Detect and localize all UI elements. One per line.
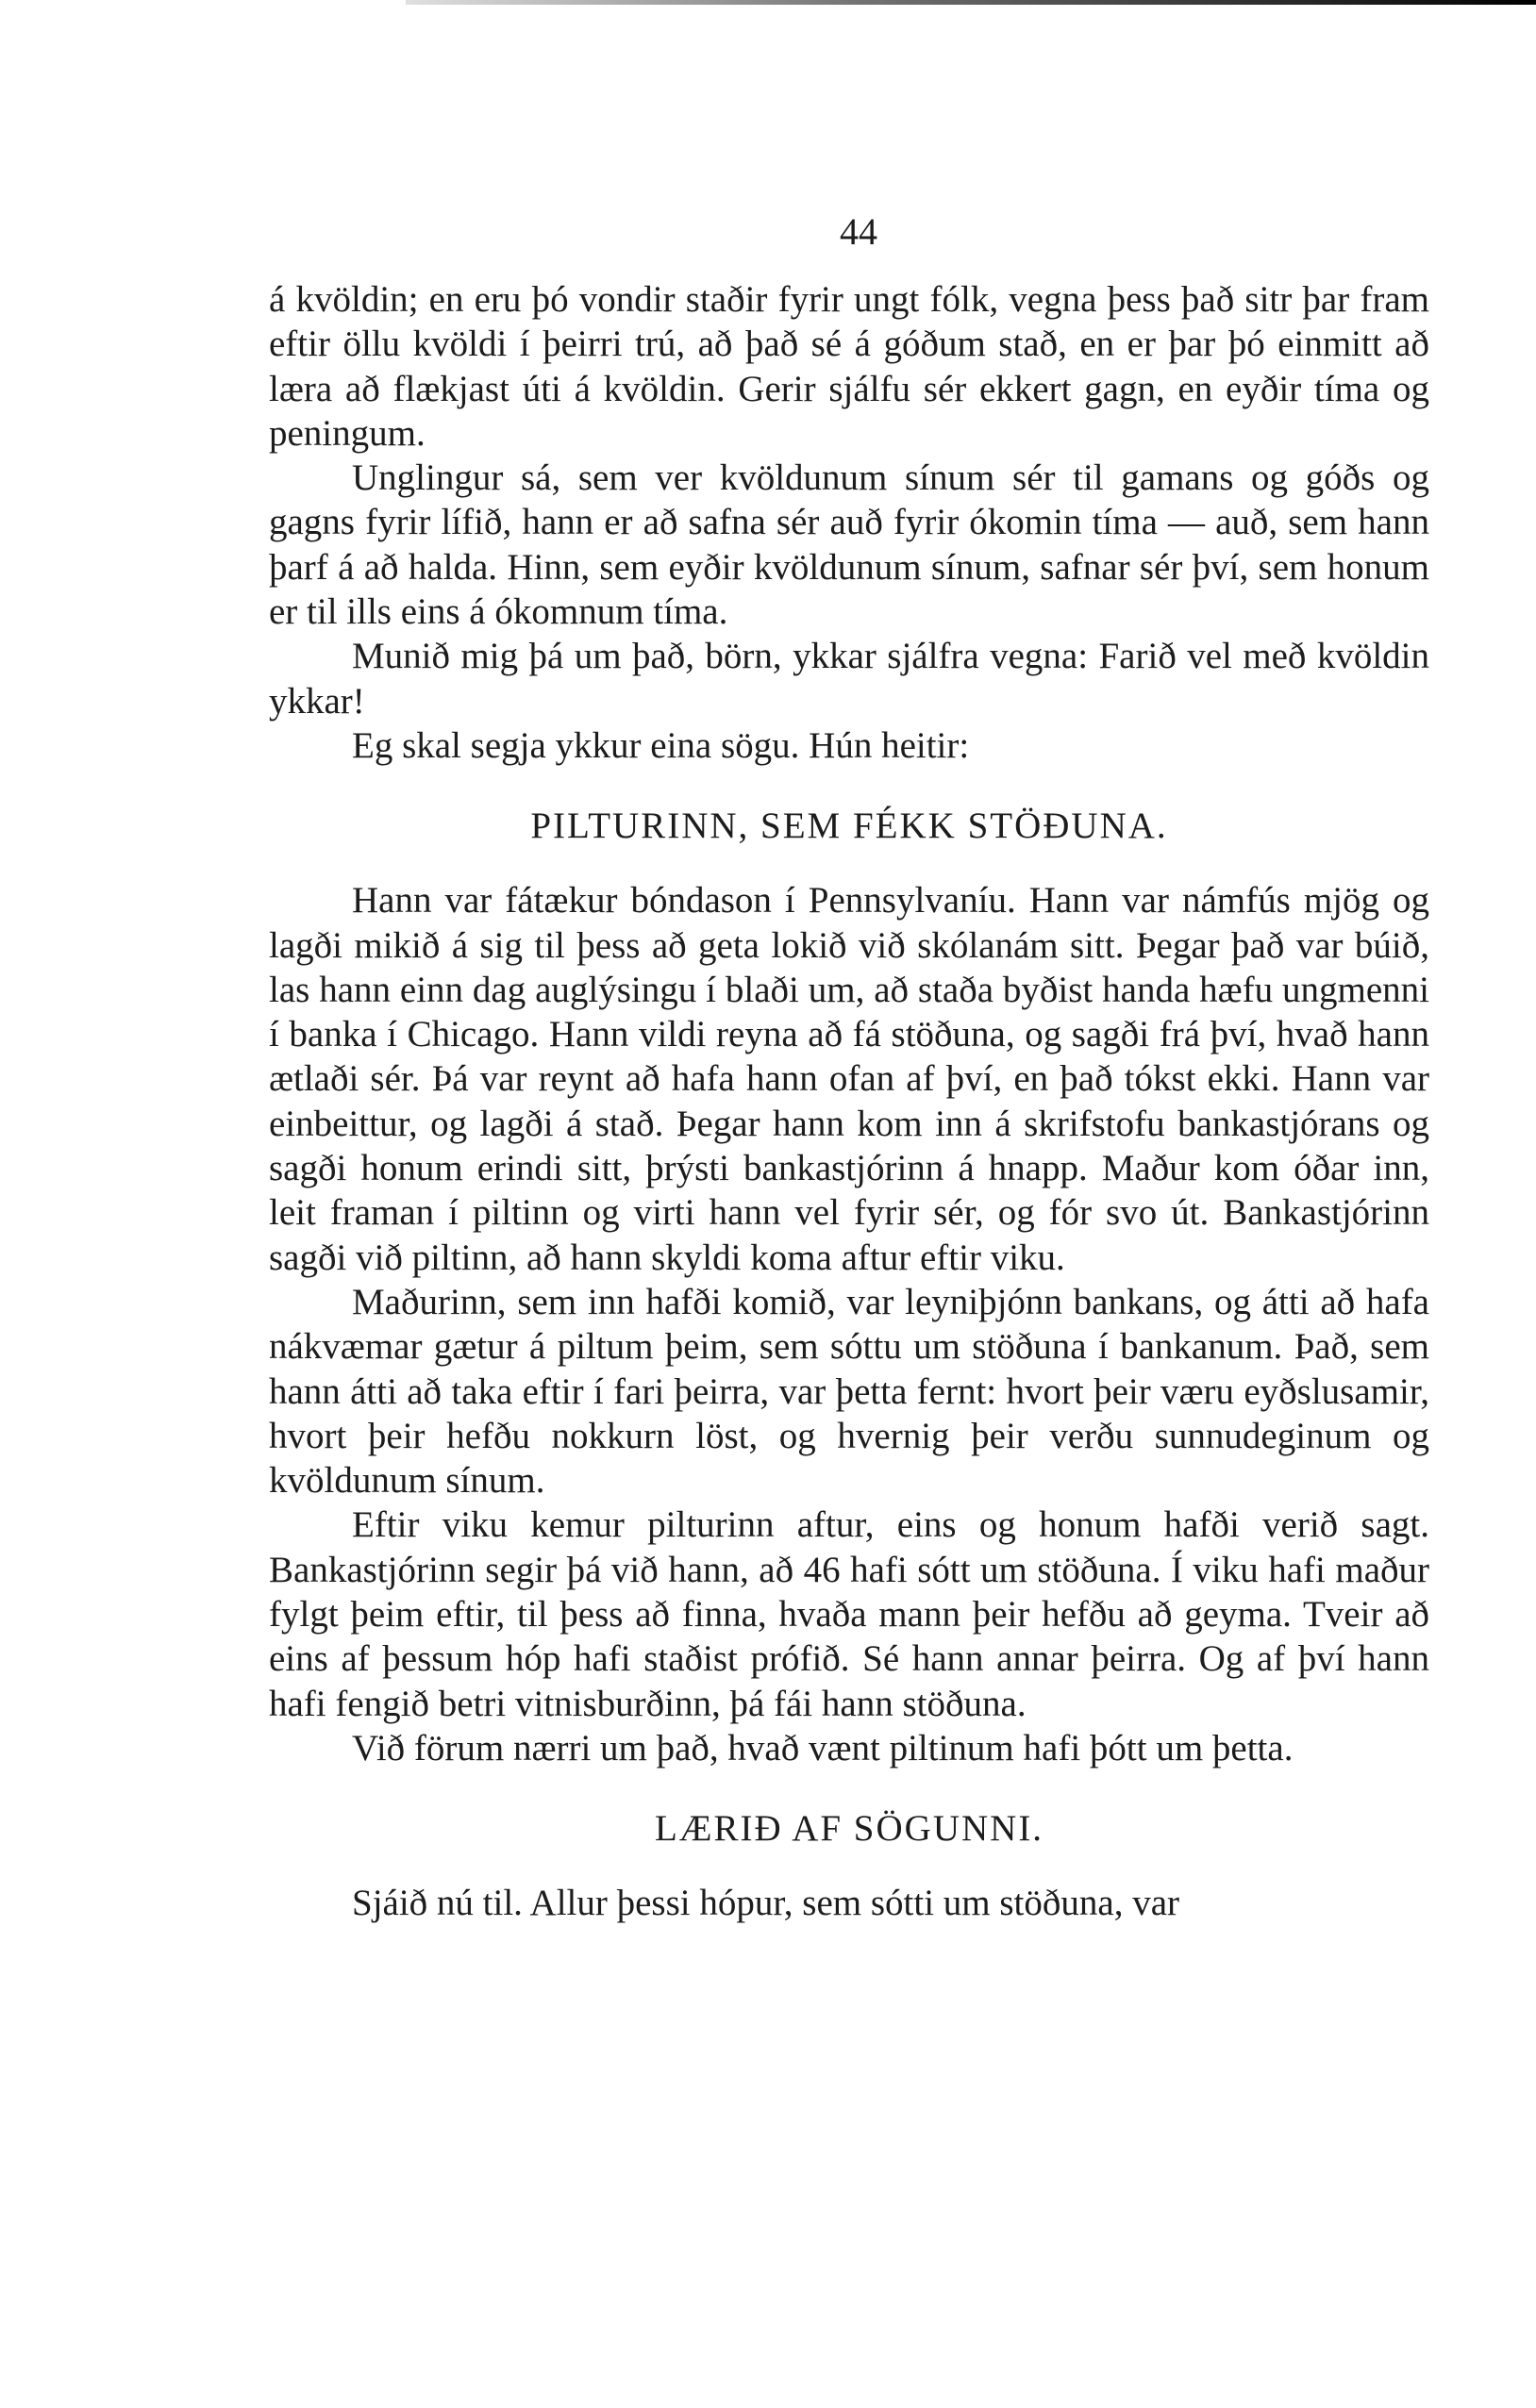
story-title-heading: PILTURINN, SEM FÉKK STÖÐUNA.: [530, 805, 1168, 847]
intro-paragraph-1: á kvöldin; en eru þó vondir staðir fyrir ungt fólk, vegna þess það sitr þar fram eftir öllu kvöldi í þeirri trú, að það sé á góðum stað, en er þar þó einmitt að læra að flækjast úti á kvöldin. Gerir sjálfu sér ekkert gagn, en eyðir tíma og peningum.: [269, 279, 1429, 454]
story-paragraph-2: Maðurinn, sem inn hafði komið, var leyniþjónn bankans, og átti að hafa nákvæmar gætur á piltum þeim, sem sóttu um stöðuna í bankanum. Það, sem hann átti að taka eftir í fari þeirra, var þetta fernt: hvort þeir væru eyðslusamir, hvort þeir hefðu nokkurn löst, og hvernig þeir verðu sunnudeginum og kvöldunum sínum.: [269, 1281, 1429, 1502]
top-edge-rule: [406, 0, 1536, 5]
story-paragraph-1: Hann var fátækur bóndason í Pennsylvaníu. Hann var námfús mjög og lagði mikið á sig til þess að geta lokið við skólanám sitt. Þegar það var búið, las hann einn dag auglýsingu í blaði um, að staða byðist handa hæfu ungmenni í banka í Chicago. Hann vildi reyna að fá stöðuna, og sagði frá því, hvað hann ætlaði sér. Þá var reynt að hafa hann ofan af því, en það tókst ekki. Hann var einbeittur, og lagði á stað. Þegar hann kom inn á skrifstofu bankastjórans og sagði honum erindi sitt, þrýsti bankastjórinn á hnapp. Maður kom óðar inn, leit framan í piltinn og virti hann vel fyrir sér, og fór svo út. Bankastjórinn sagði við piltinn, að hann skyldi koma aftur eftir viku.: [269, 880, 1429, 1278]
story-paragraph-3: Eftir viku kemur pilturinn aftur, eins og honum hafði verið sagt. Bankastjórinn segir þá við hann, að 46 hafi sótt um stöðuna. Í viku hafi maður fylgt þeim eftir, til þess að finna, hvaða mann þeir hefðu að geyma. Tveir að eins af þessum hóp hafi staðist prófið. Sé hann annar þeirra. Og af því hann hafi fengið betri vitnisburðinn, þá fái hann stöðuna.: [269, 1504, 1429, 1724]
intro-paragraph-2: Unglingur sá, sem ver kvöldunum sínum sér til gamans og góðs og gagns fyrir lífið, hann er að safna sér auð fyrir ókomin tíma — auð, sem hann þarf á að halda. Hinn, sem eyðir kvöldunum sínum, safnar sér því, sem honum er til ills eins á ókomnum tíma.: [269, 457, 1429, 633]
story-paragraph-4: Við förum nærri um það, hvað vænt piltinum hafi þótt um þetta.: [352, 1727, 1294, 1769]
final-paragraph: Sjáið nú til. Allur þessi hópur, sem sótti um stöðuna, var: [352, 1883, 1179, 1924]
page-number: 44: [840, 210, 877, 253]
intro-paragraph-3: Munið mig þá um það, börn, ykkar sjálfra vegna: Farið vel með kvöldin ykkar!: [269, 636, 1429, 722]
book-page: [269, 209, 1429, 1926]
lesson-heading: LÆRIÐ AF SÖGUNNI.: [654, 1808, 1044, 1850]
intro-paragraph-4: Eg skal segja ykkur eina sögu. Hún heitir:: [352, 724, 970, 766]
